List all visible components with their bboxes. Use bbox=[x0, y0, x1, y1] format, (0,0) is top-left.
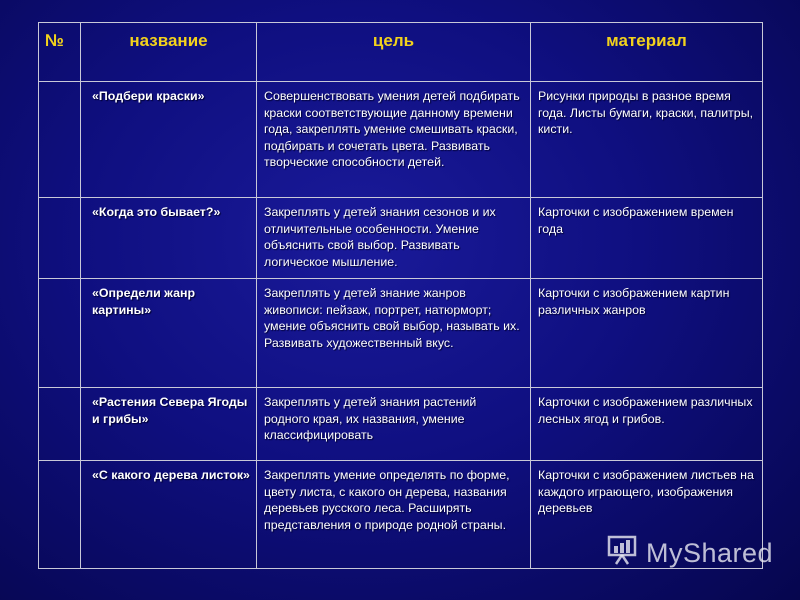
watermark-text: MyShared bbox=[646, 537, 774, 568]
cell-goal: Закреплять у детей знания растений родного края, их названия, умение классифицировать bbox=[257, 388, 531, 461]
cell-number bbox=[39, 82, 81, 198]
header-goal: цель bbox=[257, 23, 531, 82]
cell-name: «Подбери краски» bbox=[81, 82, 257, 198]
presentation-chart-icon bbox=[606, 534, 646, 573]
cell-name: «С какого дерева листок» bbox=[81, 461, 257, 569]
header-number: № bbox=[39, 23, 81, 82]
cell-material: Карточки с изображением времен года bbox=[531, 198, 763, 279]
cell-name: «Растения Севера Ягоды и грибы» bbox=[81, 388, 257, 461]
cell-name: «Когда это бывает?» bbox=[81, 198, 257, 279]
cell-number bbox=[39, 388, 81, 461]
cell-number bbox=[39, 279, 81, 388]
cell-material: Рисунки природы в разное время года. Листы бумаги, краски, палитры, кисти. bbox=[531, 82, 763, 198]
cell-name: «Определи жанр картины» bbox=[81, 279, 257, 388]
table-row bbox=[39, 388, 763, 461]
cell-goal: Закреплять у детей знание жанров живописи: пейзаж, портрет, натюрморт; умение объяснить свой выбор, называть их. Развивать художественный вкус. bbox=[257, 279, 531, 388]
cell-number bbox=[39, 198, 81, 279]
cell-number bbox=[39, 461, 81, 569]
header-material: материал bbox=[531, 23, 763, 82]
table-row bbox=[39, 198, 763, 279]
myshared-watermark[interactable] bbox=[606, 536, 773, 570]
cell-goal: Закреплять у детей знания сезонов и их отличительные особенности. Умение объяснить свой выбор. Развивать логическое мышление. bbox=[257, 198, 531, 279]
cell-material: Карточки с изображением картин различных жанров bbox=[531, 279, 763, 388]
cell-goal: Совершенствовать умения детей подбирать краски соответствующие данному времени года, закреплять умение смешивать краски, подбирать и сочетать цвета. Развивать творческие способности детей. bbox=[257, 82, 531, 198]
cell-material: Карточки с изображением различных лесных ягод и грибов. bbox=[531, 388, 763, 461]
table-header-row bbox=[39, 23, 763, 82]
table-row bbox=[39, 82, 763, 198]
games-table bbox=[38, 22, 763, 569]
cell-goal: Закреплять умение определять по форме, цвету листа, с какого он дерева, названия деревьев русского леса. Расширять представления о природе родной страны. bbox=[257, 461, 531, 569]
table-row bbox=[39, 279, 763, 388]
cell-material: Карточки с изображением листьев на каждого играющего, изображения деревьев bbox=[531, 461, 763, 569]
header-name: название bbox=[81, 23, 257, 82]
